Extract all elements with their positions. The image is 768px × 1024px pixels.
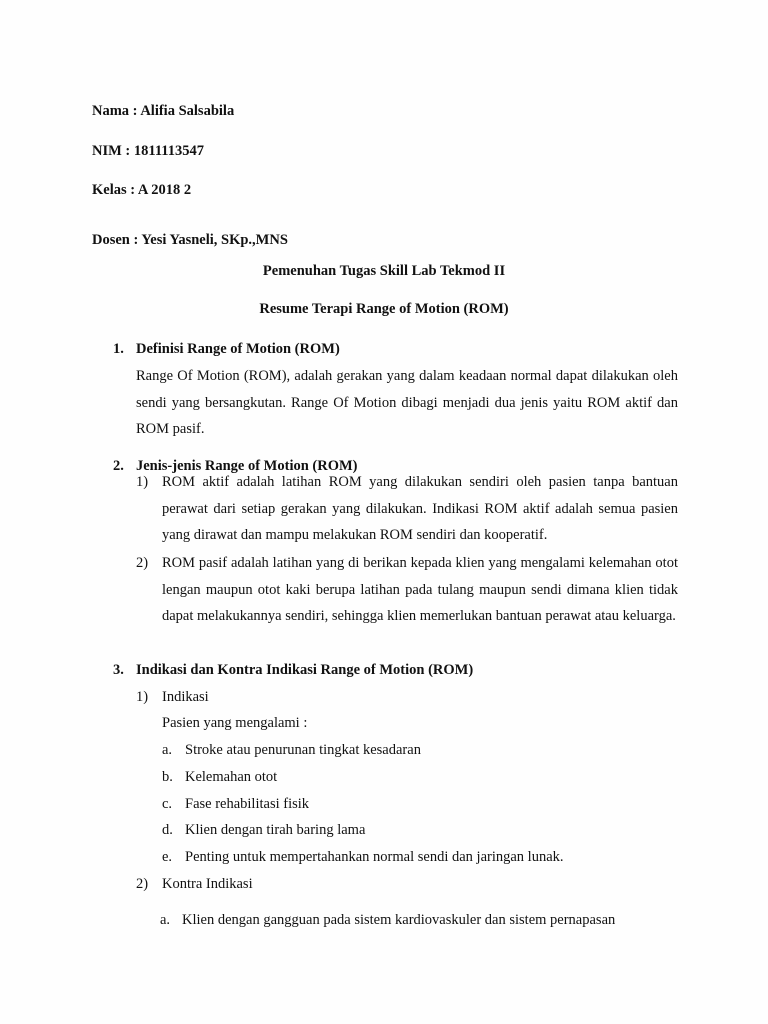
section-3-number: 3.	[113, 662, 124, 678]
indikasi-number: 1)	[136, 689, 149, 705]
indikasi-item-c-text: Fase rehabilitasi fisik	[185, 796, 310, 812]
document-subtitle: Resume Terapi Range of Motion (ROM)	[259, 301, 509, 317]
indikasi-item-d-letter: d.	[162, 822, 173, 838]
section-2-heading: Jenis-jenis Range of Motion (ROM)	[136, 458, 358, 474]
section-2-number: 2.	[113, 458, 124, 474]
section-1-paragraph: Range Of Motion (ROM), adalah gerakan yang dalam keadaan normal dapat dilakukan oleh sendi yang bersangkutan. Range Of Motion dibagi menjadi dua jenis yaitu ROM aktif dan ROM pasif.	[136, 368, 678, 438]
kontra-item-a-letter: a.	[160, 912, 171, 928]
indikasi-label: Indikasi	[162, 689, 209, 705]
indikasi-item-b-letter: b.	[162, 769, 173, 785]
indikasi-item-a-text: Stroke atau penurunan tingkat kesadaran	[185, 742, 421, 758]
indikasi-item-b-text: Kelemahan otot	[185, 769, 278, 785]
kontra-indikasi-label: Kontra Indikasi	[162, 876, 253, 892]
indikasi-item-c-letter: c.	[162, 796, 173, 812]
section-1-heading: Definisi Range of Motion (ROM)	[136, 341, 340, 357]
field-nim: NIM : 1811113547	[92, 143, 204, 159]
kontra-item-a-text: Klien dengan gangguan pada sistem kardiovaskuler dan sistem pernapasan	[182, 912, 616, 928]
field-nama: Nama : Alifia Salsabila	[92, 103, 235, 119]
document-title: Pemenuhan Tugas Skill Lab Tekmod II	[262, 263, 506, 279]
section-1-number: 1.	[113, 341, 124, 357]
field-kelas: Kelas : A 2018 2	[92, 182, 192, 198]
field-dosen: Dosen : Yesi Yasneli, SKp.,MNS	[92, 232, 288, 248]
indikasi-intro: Pasien yang mengalami :	[162, 715, 308, 731]
indikasi-item-a-letter: a.	[162, 742, 173, 758]
section-3-heading: Indikasi dan Kontra Indikasi Range of Motion (ROM)	[136, 662, 474, 678]
indikasi-item-e-text: Penting untuk mempertahankan normal sendi dan jaringan lunak.	[185, 849, 564, 865]
indikasi-item-e-letter: e.	[162, 849, 173, 865]
section-2-item-2-number: 2)	[136, 555, 149, 571]
indikasi-item-d-text: Klien dengan tirah baring lama	[185, 822, 366, 838]
kontra-indikasi-number: 2)	[136, 876, 149, 892]
section-2-item-2-text: ROM pasif adalah latihan yang di berikan kepada klien yang mengalami kelemahan otot lengan maupun otot kaki berupa latihan pada tulang maupun sendi dimana klien tidak dapat melakukannya sendiri, sehingga klien memerlukan bantuan perawat atau keluarga.	[162, 555, 678, 625]
section-2-item-1-text: ROM aktif adalah latihan ROM yang dilakukan sendiri oleh pasien tanpa bantuan perawat dari setiap gerakan yang dilakukan. Indikasi ROM aktif adalah semua pasien yang dirawat dan mampu melakukan ROM sendiri dan kooperatif.	[162, 474, 678, 544]
section-2-item-1-number: 1)	[136, 474, 149, 490]
